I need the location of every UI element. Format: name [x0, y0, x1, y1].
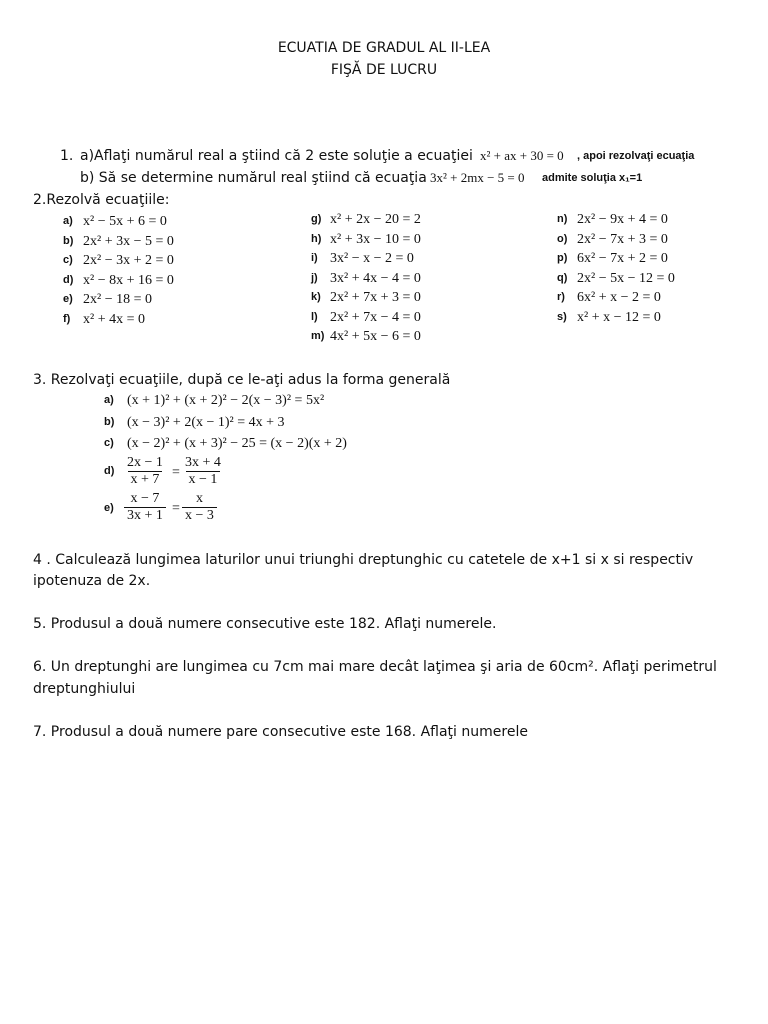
ex2-label-h: h) — [311, 233, 322, 245]
ex3-e-right-numerator: x — [195, 491, 203, 506]
ex3-c-label: c) — [104, 437, 114, 449]
ex2-label-a: a) — [63, 215, 73, 227]
ex3-d-left-numerator: 2x − 1 — [127, 455, 163, 470]
ex2-label-c: c) — [63, 254, 73, 266]
ex1-a-text: a)Aflaţi numărul real a ştiind că 2 este soluţie a ecuaţiei — [80, 148, 473, 164]
ex3-e-left-fraction — [124, 491, 166, 524]
ex3-d-left-denominator: x + 7 — [128, 471, 163, 488]
ex3-e-left-numerator: x − 7 — [130, 491, 160, 506]
ex3-d-right-fraction — [182, 455, 224, 488]
ex2-equation-n: 2x² − 9x + 4 = 0 — [577, 212, 668, 227]
ex2-label-k: k) — [311, 291, 321, 303]
ex3-e-equals: = — [172, 501, 180, 516]
ex3-d-equals: = — [172, 465, 180, 480]
ex3-d-left-fraction — [124, 455, 166, 488]
ex2-equation-a: x² − 5x + 6 = 0 — [83, 214, 167, 229]
ex2-equation-q: 2x² − 5x − 12 = 0 — [577, 271, 675, 286]
ex2-label-s: s) — [557, 311, 567, 323]
ex2-equation-m: 4x² + 5x − 6 = 0 — [330, 329, 421, 344]
ex2-label-d: d) — [63, 274, 74, 286]
ex3-heading: 3. Rezolvaţi ecuaţiile, după ce le-aţi adus la forma generală — [33, 372, 451, 388]
ex2-equation-r: 6x² + x − 2 = 0 — [577, 290, 661, 305]
ex1-b-tail: admite soluţia x₁=1 — [542, 172, 643, 184]
ex2-equation-c: 2x² − 3x + 2 = 0 — [83, 253, 174, 268]
ex3-b-label: b) — [104, 416, 115, 428]
ex4-line2: ipotenuza de 2x. — [33, 573, 151, 589]
ex5-line1: 5. Produsul a două numere consecutive este 182. Aflaţi numerele. — [33, 616, 497, 632]
ex2-heading: 2.Rezolvă ecuaţiile: — [33, 192, 170, 208]
ex2-equation-k: 2x² + 7x + 3 = 0 — [330, 290, 421, 305]
ex2-equation-o: 2x² − 7x + 3 = 0 — [577, 232, 668, 247]
ex3-d-right-numerator: 3x + 4 — [185, 455, 221, 470]
ex2-label-b: b) — [63, 235, 74, 247]
ex2-equation-d: x² − 8x + 16 = 0 — [83, 273, 174, 288]
ex2-label-l: l) — [311, 311, 318, 323]
ex3-e-right-fraction — [182, 491, 217, 524]
ex3-a-equation: (x + 1)² + (x + 2)² − 2(x − 3)² = 5x² — [127, 393, 325, 408]
ex3-d-label: d) — [104, 465, 115, 477]
ex2-label-q: q) — [557, 272, 568, 284]
ex2-label-g: g) — [311, 213, 322, 225]
ex2-equation-e: 2x² − 18 = 0 — [83, 292, 152, 307]
page-title: ECUATIA DE GRADUL AL II-LEA — [277, 40, 491, 56]
ex1-a-tail: , apoi rezolvaţi ecuaţia — [577, 150, 695, 162]
ex2-equation-f: x² + 4x = 0 — [83, 312, 145, 327]
ex1-b-text: b) Să se determine numărul real ştiind că ecuaţia — [80, 170, 427, 186]
ex3-a-label: a) — [104, 394, 114, 406]
ex4-line1: 4 . Calculează lungimea laturilor unui triunghi dreptunghic cu catetele de x+1 si x si respectiv — [33, 552, 694, 568]
ex3-e-left-denominator: 3x + 1 — [124, 507, 166, 524]
ex3-e-label: e) — [104, 502, 114, 514]
ex6-line1: 6. Un dreptunghi are lungimea cu 7cm mai mare decât laţimea şi aria de 60cm². Aflaţi perimetrul — [33, 659, 717, 675]
ex2-equation-l: 2x² + 7x − 4 = 0 — [330, 310, 421, 325]
ex2-equation-j: 3x² + 4x − 4 = 0 — [330, 271, 421, 286]
ex2-equation-p: 6x² − 7x + 2 = 0 — [577, 251, 668, 266]
ex3-d-right-denominator: x − 1 — [186, 471, 221, 488]
ex6-line2: dreptunghiului — [33, 681, 136, 697]
page-subtitle: FIŞĂ DE LUCRU — [330, 62, 438, 78]
ex1-number: 1. — [60, 148, 74, 164]
ex7-line1: 7. Produsul a două numere pare consecutive este 168. Aflaţi numerele — [33, 724, 528, 740]
ex2-equation-g: x² + 2x − 20 = 2 — [330, 212, 421, 227]
ex2-label-j: j) — [311, 272, 318, 284]
ex2-equation-b: 2x² + 3x − 5 = 0 — [83, 234, 174, 249]
ex2-equation-i: 3x² − x − 2 = 0 — [330, 251, 414, 266]
ex2-label-f: f) — [63, 313, 71, 325]
ex2-label-i: i) — [311, 252, 318, 264]
ex2-label-r: r) — [557, 291, 565, 303]
ex2-equation-s: x² + x − 12 = 0 — [577, 310, 661, 325]
ex2-label-m: m) — [311, 330, 325, 342]
ex2-label-p: p) — [557, 252, 568, 264]
ex3-e-right-denominator: x − 3 — [182, 507, 217, 524]
ex1-b-equation: 3x² + 2mx − 5 = 0 — [430, 170, 525, 185]
ex2-label-o: o) — [557, 233, 568, 245]
ex2-equation-h: x² + 3x − 10 = 0 — [330, 232, 421, 247]
ex2-label-e: e) — [63, 293, 73, 305]
ex1-a-equation: x² + ax + 30 = 0 — [480, 148, 564, 163]
ex3-c-equation: (x − 2)² + (x + 3)² − 25 = (x − 2)(x + 2) — [127, 436, 347, 451]
ex2-label-n: n) — [557, 213, 568, 225]
ex3-b-equation: (x − 3)² + 2(x − 1)² = 4x + 3 — [127, 415, 285, 430]
